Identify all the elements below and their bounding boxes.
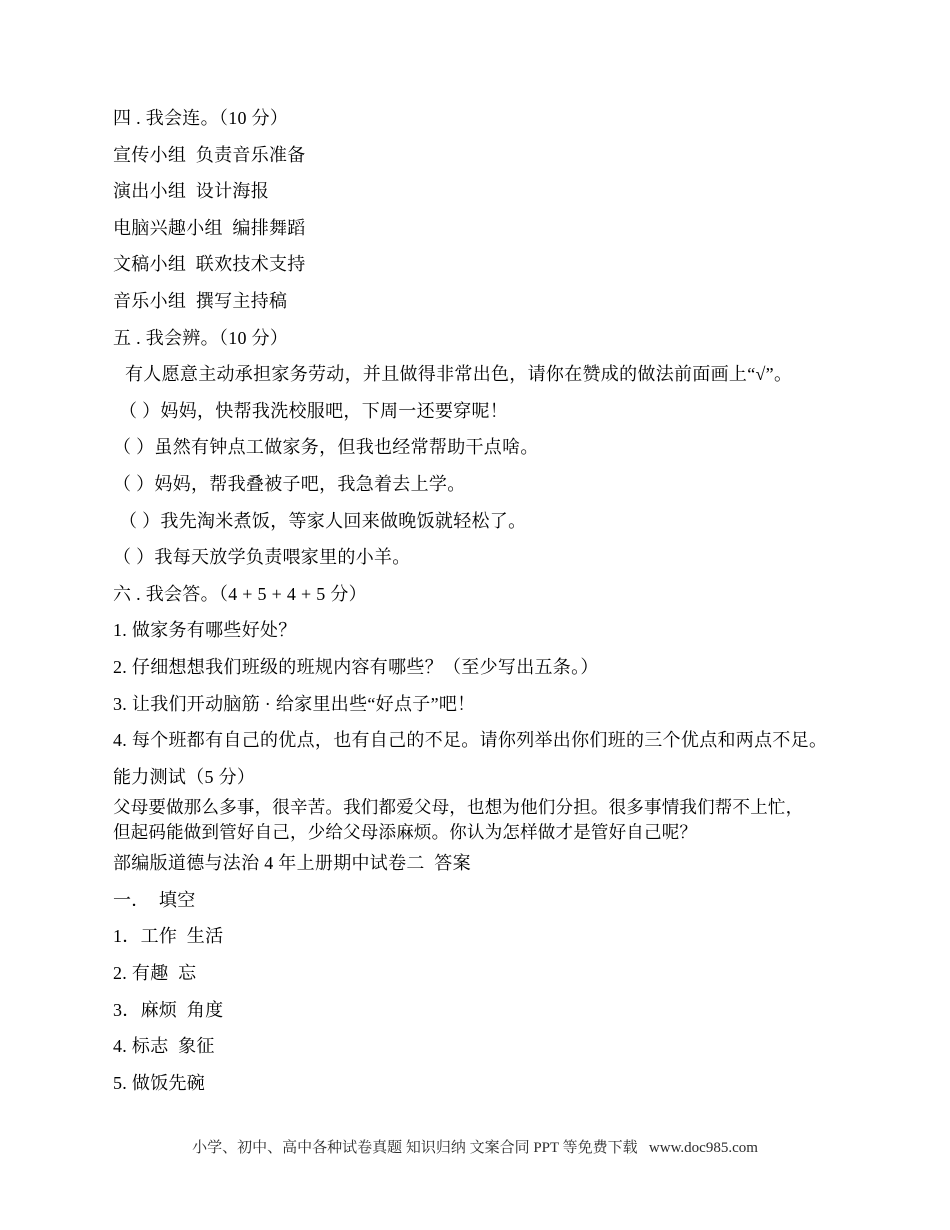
answer-1: 1．工作 生活: [113, 926, 224, 947]
answer-part-1-heading: 一． 填空: [113, 889, 196, 910]
document-body: [113, 100, 843, 1101]
section-5-instruction: 有人愿意主动承担家务劳动，并且做得非常出色，请你在赞成的做法前面画上“√”。: [125, 364, 793, 385]
match-item-left-2: 演出小组 设计海报: [113, 181, 269, 202]
match-item-left-4: 文稿小组 联欢技术支持: [113, 254, 306, 275]
check-item-2: （ ）虽然有钟点工做家务，但我也经常帮助干点啥。: [113, 437, 539, 458]
question-4: 4. 每个班都有自己的优点，也有自己的不足。请你列举出你们班的三个优点和两点不足。: [113, 730, 828, 751]
answer-section-title: 部编版道德与法治 4 年上册期中试卷二 答案: [113, 853, 471, 874]
section-5-heading: 五 . 我会辨。（10 分）: [113, 327, 289, 348]
ability-test-heading: 能力测试（5 分）: [113, 766, 256, 787]
ability-test-paragraph-line-2: 但起码能做到管好自己，少给父母添麻烦。你认为怎样做才是管好自己呢？: [113, 822, 698, 843]
check-item-1: （ ）妈妈，快帮我洗校服吧，下周一还要穿呢！: [119, 400, 509, 421]
check-item-3: （ ）妈妈，帮我叠被子吧，我急着去上学。: [113, 473, 466, 494]
section-4-heading: 四 . 我会连。（10 分）: [113, 108, 289, 128]
ability-test-paragraph-line-1: 父母要做那么多事，很辛苦。我们都爱父母，也想为他们分担。很多事情我们帮不上忙，: [113, 797, 804, 818]
question-1: 1. 做家务有哪些好处？: [113, 620, 297, 641]
question-2: 2. 仔细想想我们班级的班规内容有哪些？（至少写出五条。）: [113, 656, 599, 677]
page-footer[interactable]: 小学、初中、高中各种试卷真题 知识归纳 文案合同 PPT 等免费下载 www.doc985.com: [192, 1140, 758, 1156]
check-item-5: （ ）我每天放学负责喂家里的小羊。: [113, 547, 411, 568]
section-6-heading: 六 . 我会答。（4 + 5 + 4 + 5 分）: [113, 583, 367, 604]
match-item-left-3: 电脑兴趣小组 编排舞蹈: [113, 217, 306, 238]
answer-2: 2. 有趣 忘: [113, 963, 197, 984]
question-3: 3. 让我们开动脑筋 · 给家里出些“好点子”吧！: [113, 693, 476, 714]
check-item-4: （ ）我先淘米煮饭，等家人回来做晚饭就轻松了。: [119, 510, 527, 531]
answer-5: 5. 做饭先碗: [113, 1072, 206, 1093]
match-item-left-1: 宣传小组 负责音乐准备: [113, 144, 306, 165]
answer-3: 3．麻烦 角度: [113, 999, 224, 1020]
answer-4: 4. 标志 象征: [113, 1036, 215, 1057]
match-item-left-5: 音乐小组 撰写主持稿: [113, 290, 288, 311]
